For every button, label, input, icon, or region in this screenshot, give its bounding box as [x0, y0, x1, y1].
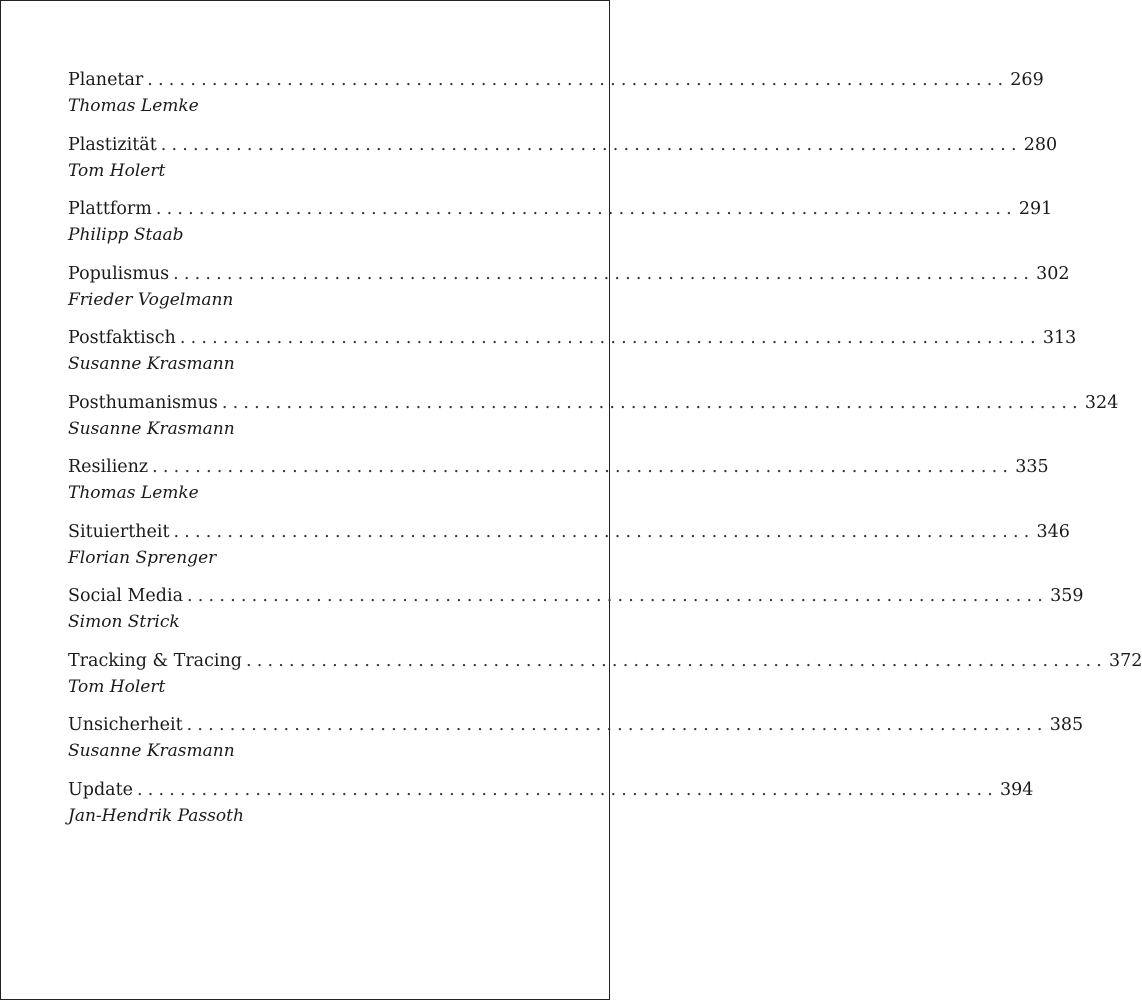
toc-entry-row — [68, 259, 1070, 289]
toc-entry — [68, 581, 1084, 646]
dot-leader: ................................................................................ — [186, 715, 1048, 735]
toc-entry-row — [68, 388, 1119, 418]
entry-author: Jan-Hendrik Passoth — [68, 805, 244, 826]
toc-entry-row — [68, 775, 1034, 805]
toc-entry-row — [68, 65, 1044, 95]
toc-entry-row — [68, 452, 1049, 482]
entry-author: Susanne Krasmann — [68, 354, 235, 374]
entry-title: Tracking & Tracing — [68, 650, 242, 671]
toc-entry — [68, 646, 1142, 711]
entry-author: Susanne Krasmann — [68, 418, 235, 439]
entry-title: Planetar — [68, 70, 144, 90]
entry-author: Tom Holert — [68, 676, 166, 697]
dot-leader: ................................................................................ — [173, 521, 1035, 542]
entry-title: Plastizität — [68, 134, 157, 155]
toc-entry-row — [68, 194, 1053, 224]
dot-leader: ................................................................................ — [187, 586, 1049, 606]
entry-author: Thomas Lemke — [68, 483, 199, 503]
entry-title: Resilienz — [68, 457, 149, 477]
entry-title: Update — [68, 779, 133, 800]
toc-entry — [68, 130, 1058, 195]
toc-entry — [68, 259, 1070, 324]
toc-entry-row — [68, 130, 1058, 160]
entry-author: Florian Sprenger — [68, 547, 217, 568]
entry-title: Posthumanismus — [68, 392, 218, 413]
toc-entry-row — [68, 581, 1084, 611]
dot-leader: ................................................................................ — [246, 650, 1108, 671]
toc-entry — [68, 710, 1084, 775]
entry-title: Unsicherheit — [68, 715, 183, 735]
entry-author: Philipp Staab — [68, 225, 184, 245]
entry-title: Situiertheit — [68, 521, 170, 542]
dot-leader: ................................................................................ — [173, 263, 1035, 284]
page-number: 372 — [1109, 650, 1142, 671]
toc-entry-row — [68, 517, 1070, 547]
dot-leader: ................................................................................ — [152, 457, 1014, 477]
page-number: 359 — [1050, 586, 1084, 606]
toc-entry — [68, 775, 1034, 840]
toc-entry — [68, 452, 1049, 517]
dot-leader: ................................................................................ — [136, 779, 999, 800]
dot-leader: ................................................................................ — [179, 328, 1041, 348]
entry-author: Tom Holert — [68, 160, 166, 181]
page-number: 324 — [1084, 392, 1119, 413]
page-number: 280 — [1023, 134, 1058, 155]
dot-leader: ................................................................................ — [160, 134, 1022, 155]
entry-author: Susanne Krasmann — [68, 741, 235, 761]
dot-leader: ................................................................................ — [221, 392, 1083, 413]
dot-leader: ................................................................................ — [155, 199, 1017, 219]
table-of-contents — [68, 65, 1142, 839]
entry-title: Plattform — [68, 199, 152, 219]
toc-entry — [68, 65, 1044, 130]
page-number: 313 — [1042, 328, 1077, 348]
entry-author: Thomas Lemke — [68, 96, 199, 116]
entry-title: Social Media — [68, 586, 184, 606]
toc-entry-row — [68, 323, 1077, 353]
dot-leader: ................................................................................ — [147, 70, 1009, 90]
toc-entry — [68, 388, 1119, 453]
toc-entry — [68, 323, 1077, 388]
page-number: 335 — [1015, 457, 1049, 477]
page-number: 385 — [1049, 715, 1084, 735]
entry-author: Simon Strick — [68, 612, 180, 632]
toc-entry-row — [68, 646, 1142, 676]
entry-title: Postfaktisch — [68, 328, 176, 348]
toc-entry — [68, 194, 1053, 259]
page-number: 346 — [1036, 521, 1070, 542]
entry-author: Frieder Vogelmann — [68, 289, 234, 310]
entry-title: Populismus — [68, 263, 170, 284]
page-number: 394 — [1000, 779, 1034, 800]
toc-entry — [68, 517, 1070, 582]
page-number: 302 — [1036, 263, 1070, 284]
toc-entry-row — [68, 710, 1084, 740]
page-number: 291 — [1018, 199, 1053, 219]
page-number: 269 — [1010, 70, 1044, 90]
